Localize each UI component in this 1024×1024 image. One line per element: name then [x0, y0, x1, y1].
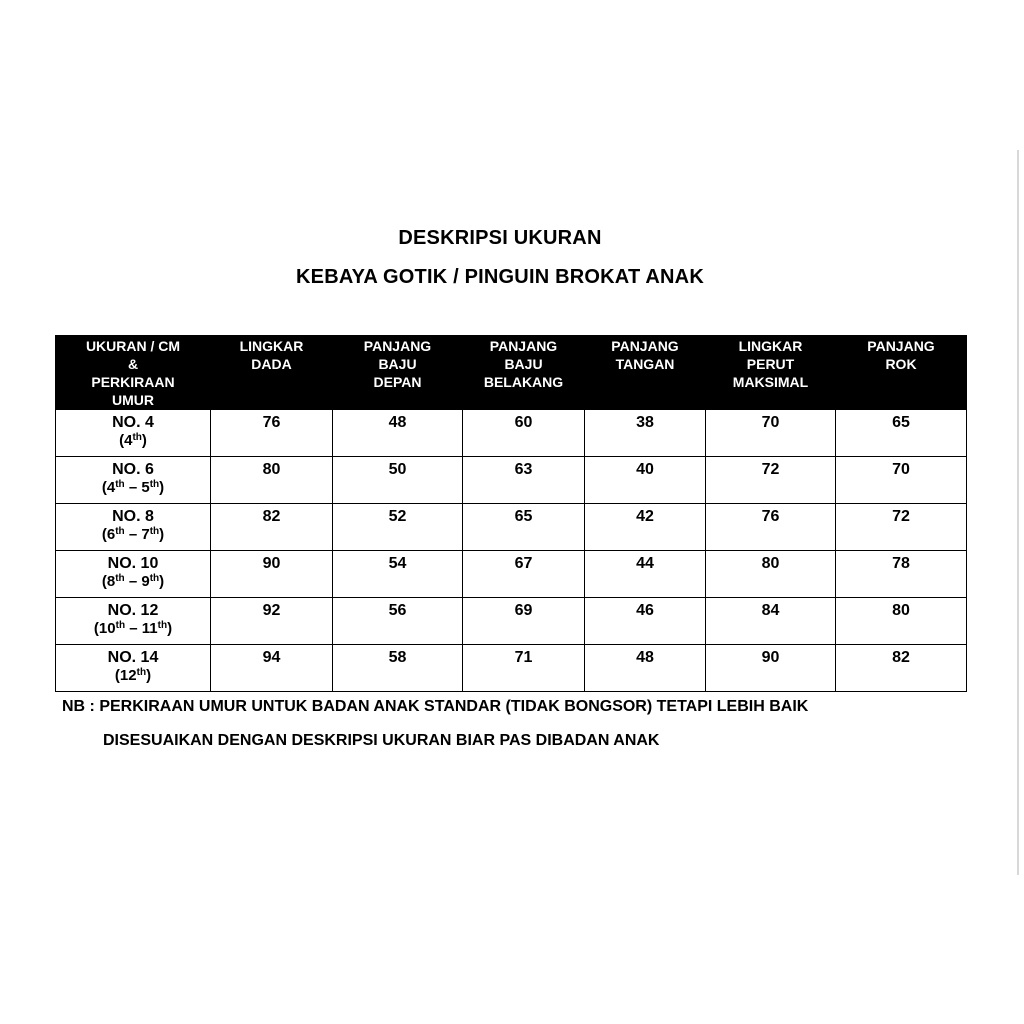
measurement-cell: 60: [463, 410, 585, 457]
age-number: 9: [141, 573, 150, 590]
table-row: [56, 504, 967, 551]
column-header-line: PERKIRAAN: [91, 374, 175, 390]
table-row: [56, 551, 967, 598]
table-row: [56, 598, 967, 645]
column-header-line: PANJANG: [867, 338, 935, 354]
age-suffix: th: [136, 667, 147, 678]
column-header-line: BAJU: [504, 356, 543, 372]
column-header: [836, 336, 967, 410]
age-range: (4th – 5th): [101, 479, 165, 496]
measurement-cell: 94: [211, 645, 333, 692]
age-suffix: th: [132, 432, 142, 443]
age-suffix: th: [115, 620, 126, 631]
size-label: NO. 6: [112, 461, 154, 478]
column-header-line: TANGAN: [615, 356, 675, 372]
measurement-cell: 65: [836, 410, 967, 457]
column-header-line: &: [127, 356, 139, 372]
size-cell: [56, 504, 211, 551]
column-header-line: UKURAN / CM: [85, 338, 181, 354]
measurement-cell: 44: [585, 551, 706, 598]
measurement-cell: 70: [836, 457, 967, 504]
measurement-cell: 63: [463, 457, 585, 504]
age-range: (10th – 11th): [93, 620, 173, 637]
column-header-line: LINGKAR: [239, 338, 304, 354]
measurement-cell: 58: [333, 645, 463, 692]
size-cell: [56, 645, 211, 692]
age-number: 12: [119, 667, 137, 684]
measurement-cell: 67: [463, 551, 585, 598]
age-number: 6: [106, 526, 116, 543]
measurement-cell: 80: [706, 551, 836, 598]
age-number: 7: [141, 526, 150, 543]
measurement-cell: 92: [211, 598, 333, 645]
column-header-line: PERUT: [746, 356, 795, 372]
measurement-cell: 80: [836, 598, 967, 645]
measurement-cell: 76: [211, 410, 333, 457]
note-line-1: NB : PERKIRAAN UMUR UNTUK BADAN ANAK STANDAR (TIDAK BONGSOR) TETAPI LEBIH BAIK: [62, 698, 809, 715]
title-line-1: DESKRIPSI UKURAN: [398, 227, 602, 249]
title-line-2: KEBAYA GOTIK / PINGUIN BROKAT ANAK: [296, 266, 704, 288]
age-number: 10: [98, 620, 116, 637]
column-header-line: DADA: [251, 356, 292, 372]
measurement-cell: 84: [706, 598, 836, 645]
measurement-cell: 48: [333, 410, 463, 457]
measurement-cell: 56: [333, 598, 463, 645]
measurement-cell: 69: [463, 598, 585, 645]
age-range: (8th – 9th): [101, 573, 165, 590]
age-number: 11: [141, 620, 158, 637]
measurement-cell: 80: [211, 457, 333, 504]
measurement-cell: 76: [706, 504, 836, 551]
age-number: 5: [141, 479, 150, 496]
size-table: [55, 335, 967, 692]
size-table-header: [56, 336, 967, 410]
age-suffix: th: [149, 573, 160, 584]
table-row: [56, 645, 967, 692]
column-header-line: UMUR: [112, 392, 154, 408]
column-header-line: LINGKAR: [738, 338, 803, 354]
age-suffix: th: [115, 526, 125, 537]
column-header-line: DEPAN: [373, 374, 422, 390]
column-header-line: BAJU: [378, 356, 417, 372]
column-header: [463, 336, 585, 410]
column-header-line: PANJANG: [611, 338, 679, 354]
size-label: NO. 8: [112, 508, 154, 525]
measurement-cell: 78: [836, 551, 967, 598]
size-cell: [56, 410, 211, 457]
column-header-line: ROK: [885, 356, 917, 372]
measurement-cell: 72: [706, 457, 836, 504]
column-header-line: BELAKANG: [483, 374, 564, 390]
measurement-cell: 42: [585, 504, 706, 551]
size-table-body: [56, 410, 967, 692]
measurement-cell: 70: [706, 410, 836, 457]
size-cell: [56, 598, 211, 645]
age-range: (6th – 7th): [101, 526, 165, 543]
size-cell: [56, 457, 211, 504]
measurement-cell: 71: [463, 645, 585, 692]
age-suffix: th: [157, 620, 168, 631]
age-range: (4th): [119, 432, 147, 449]
measurement-cell: 54: [333, 551, 463, 598]
column-header-line: PANJANG: [489, 338, 558, 354]
column-header: [211, 336, 333, 410]
note-line-2: DISESUAIKAN DENGAN DESKRIPSI UKURAN BIAR PAS DIBADAN ANAK: [103, 732, 660, 749]
measurement-cell: 90: [706, 645, 836, 692]
age-number: 4: [106, 479, 116, 496]
measurement-cell: 48: [585, 645, 706, 692]
page-edge-divider: [1017, 150, 1019, 875]
measurement-cell: 38: [585, 410, 706, 457]
measurement-cell: 90: [211, 551, 333, 598]
age-suffix: th: [115, 573, 125, 584]
measurement-cell: 50: [333, 457, 463, 504]
column-header: [333, 336, 463, 410]
size-cell: [56, 551, 211, 598]
table-row: [56, 457, 967, 504]
measurement-cell: 65: [463, 504, 585, 551]
column-header: [56, 336, 211, 410]
measurement-cell: 82: [211, 504, 333, 551]
age-suffix: th: [115, 479, 125, 490]
size-label: NO. 4: [112, 414, 154, 431]
measurement-cell: 40: [585, 457, 706, 504]
header-row: [56, 336, 967, 410]
column-header-line: MAKSIMAL: [732, 374, 809, 390]
age-number: 4: [124, 432, 133, 449]
column-header: [706, 336, 836, 410]
age-suffix: th: [149, 479, 160, 490]
age-suffix: th: [149, 526, 160, 537]
measurement-cell: 52: [333, 504, 463, 551]
size-label: NO. 14: [107, 649, 159, 666]
column-header: [585, 336, 706, 410]
measurement-cell: 72: [836, 504, 967, 551]
table-row: [56, 410, 967, 457]
size-label: NO. 12: [107, 602, 159, 619]
measurement-cell: 82: [836, 645, 967, 692]
column-header-line: PANJANG: [363, 338, 432, 354]
size-label: NO. 10: [107, 555, 159, 572]
age-range: (12th): [114, 667, 152, 684]
age-number: 8: [106, 573, 116, 590]
measurement-cell: 46: [585, 598, 706, 645]
